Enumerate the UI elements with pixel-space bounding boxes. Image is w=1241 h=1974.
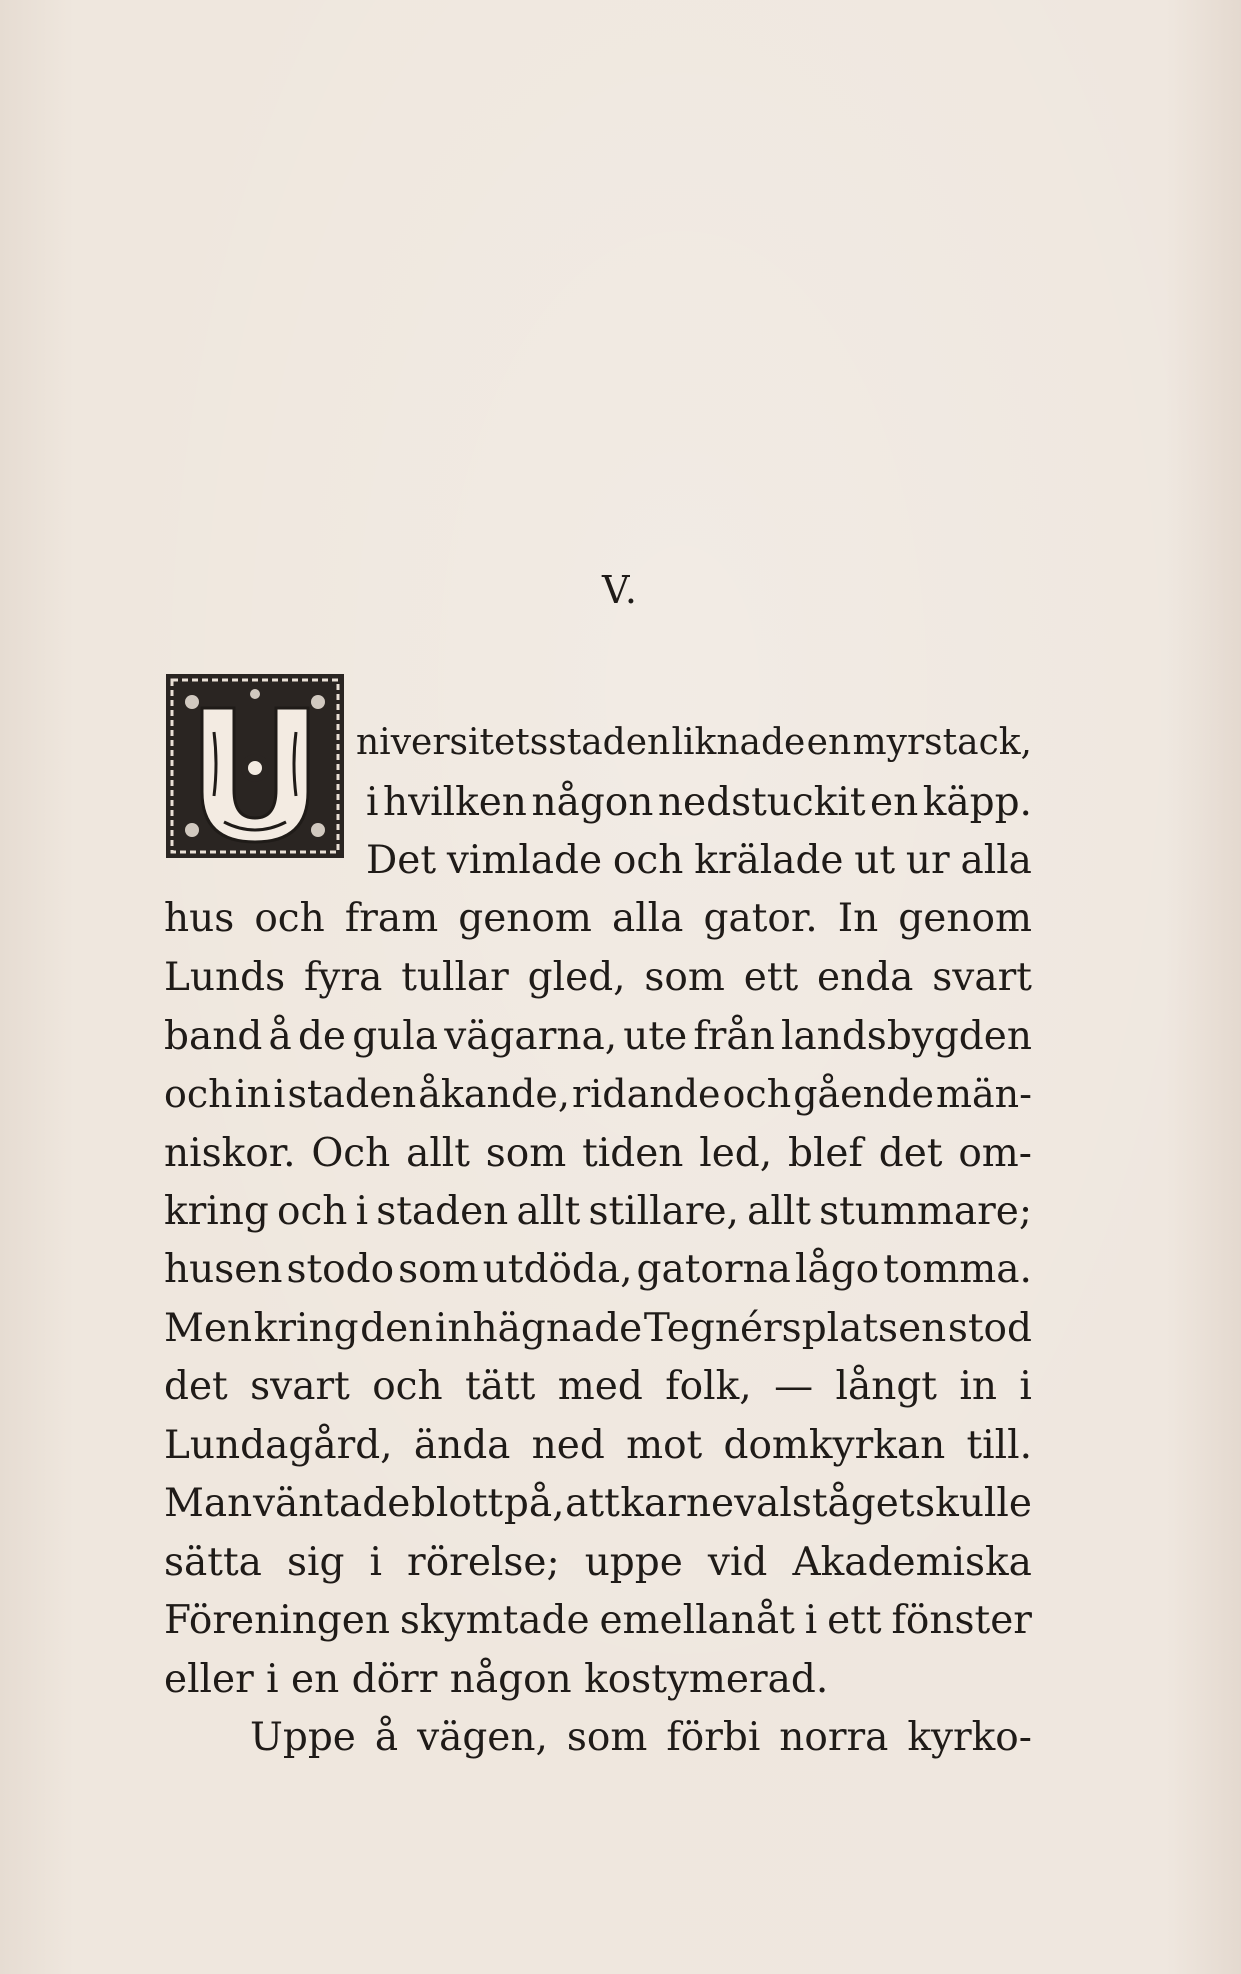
- text-line-5: Lunds fyra tullar gled, som ett enda svart: [164, 955, 1032, 1000]
- text-line-9: kring och i staden allt stillare, allt stummare;: [164, 1189, 1032, 1234]
- text-line-11: Men kring den inhägnade Tegnérsplatsen stod: [164, 1306, 1032, 1351]
- text-line-12: det svart och tätt med folk, — långt in i: [164, 1364, 1032, 1409]
- text-line-4: hus och fram genom alla gator. In genom: [164, 896, 1032, 941]
- text-line-7: och in i staden åkande, ridande och gående män-: [164, 1072, 1032, 1116]
- ornamental-initial-u: [164, 672, 346, 860]
- text-line-1: niversitetsstaden liknade en myrstack,: [356, 722, 1032, 763]
- text-line-2: i hvilken någon nedstuckit en käpp.: [366, 780, 1032, 825]
- chapter-heading: V.: [602, 568, 639, 612]
- text-line-17: eller i en dörr någon kostymerad.: [164, 1657, 829, 1702]
- text-line-6: band å de gula vägarna, ute från landsbygden: [164, 1014, 1032, 1059]
- text-line-8: niskor. Och allt som tiden led, blef det om-: [164, 1131, 1032, 1176]
- text-line-15: sätta sig i rörelse; uppe vid Akademiska: [164, 1540, 1032, 1585]
- text-line-13: Lundagård, ända ned mot domkyrkan till.: [164, 1423, 1032, 1468]
- text-line-18: Uppe å vägen, som förbi norra kyrko-: [250, 1715, 1032, 1760]
- text-line-10: husen stodo som utdöda, gatorna lågo tomma.: [164, 1247, 1032, 1292]
- text-line-16: Föreningen skymtade emellanåt i ett fönster: [164, 1598, 1032, 1643]
- text-line-3: Det vimlade och krälade ut ur alla: [366, 838, 1032, 883]
- text-line-14: Man väntade blott på, att karnevalståget skulle: [164, 1481, 1032, 1526]
